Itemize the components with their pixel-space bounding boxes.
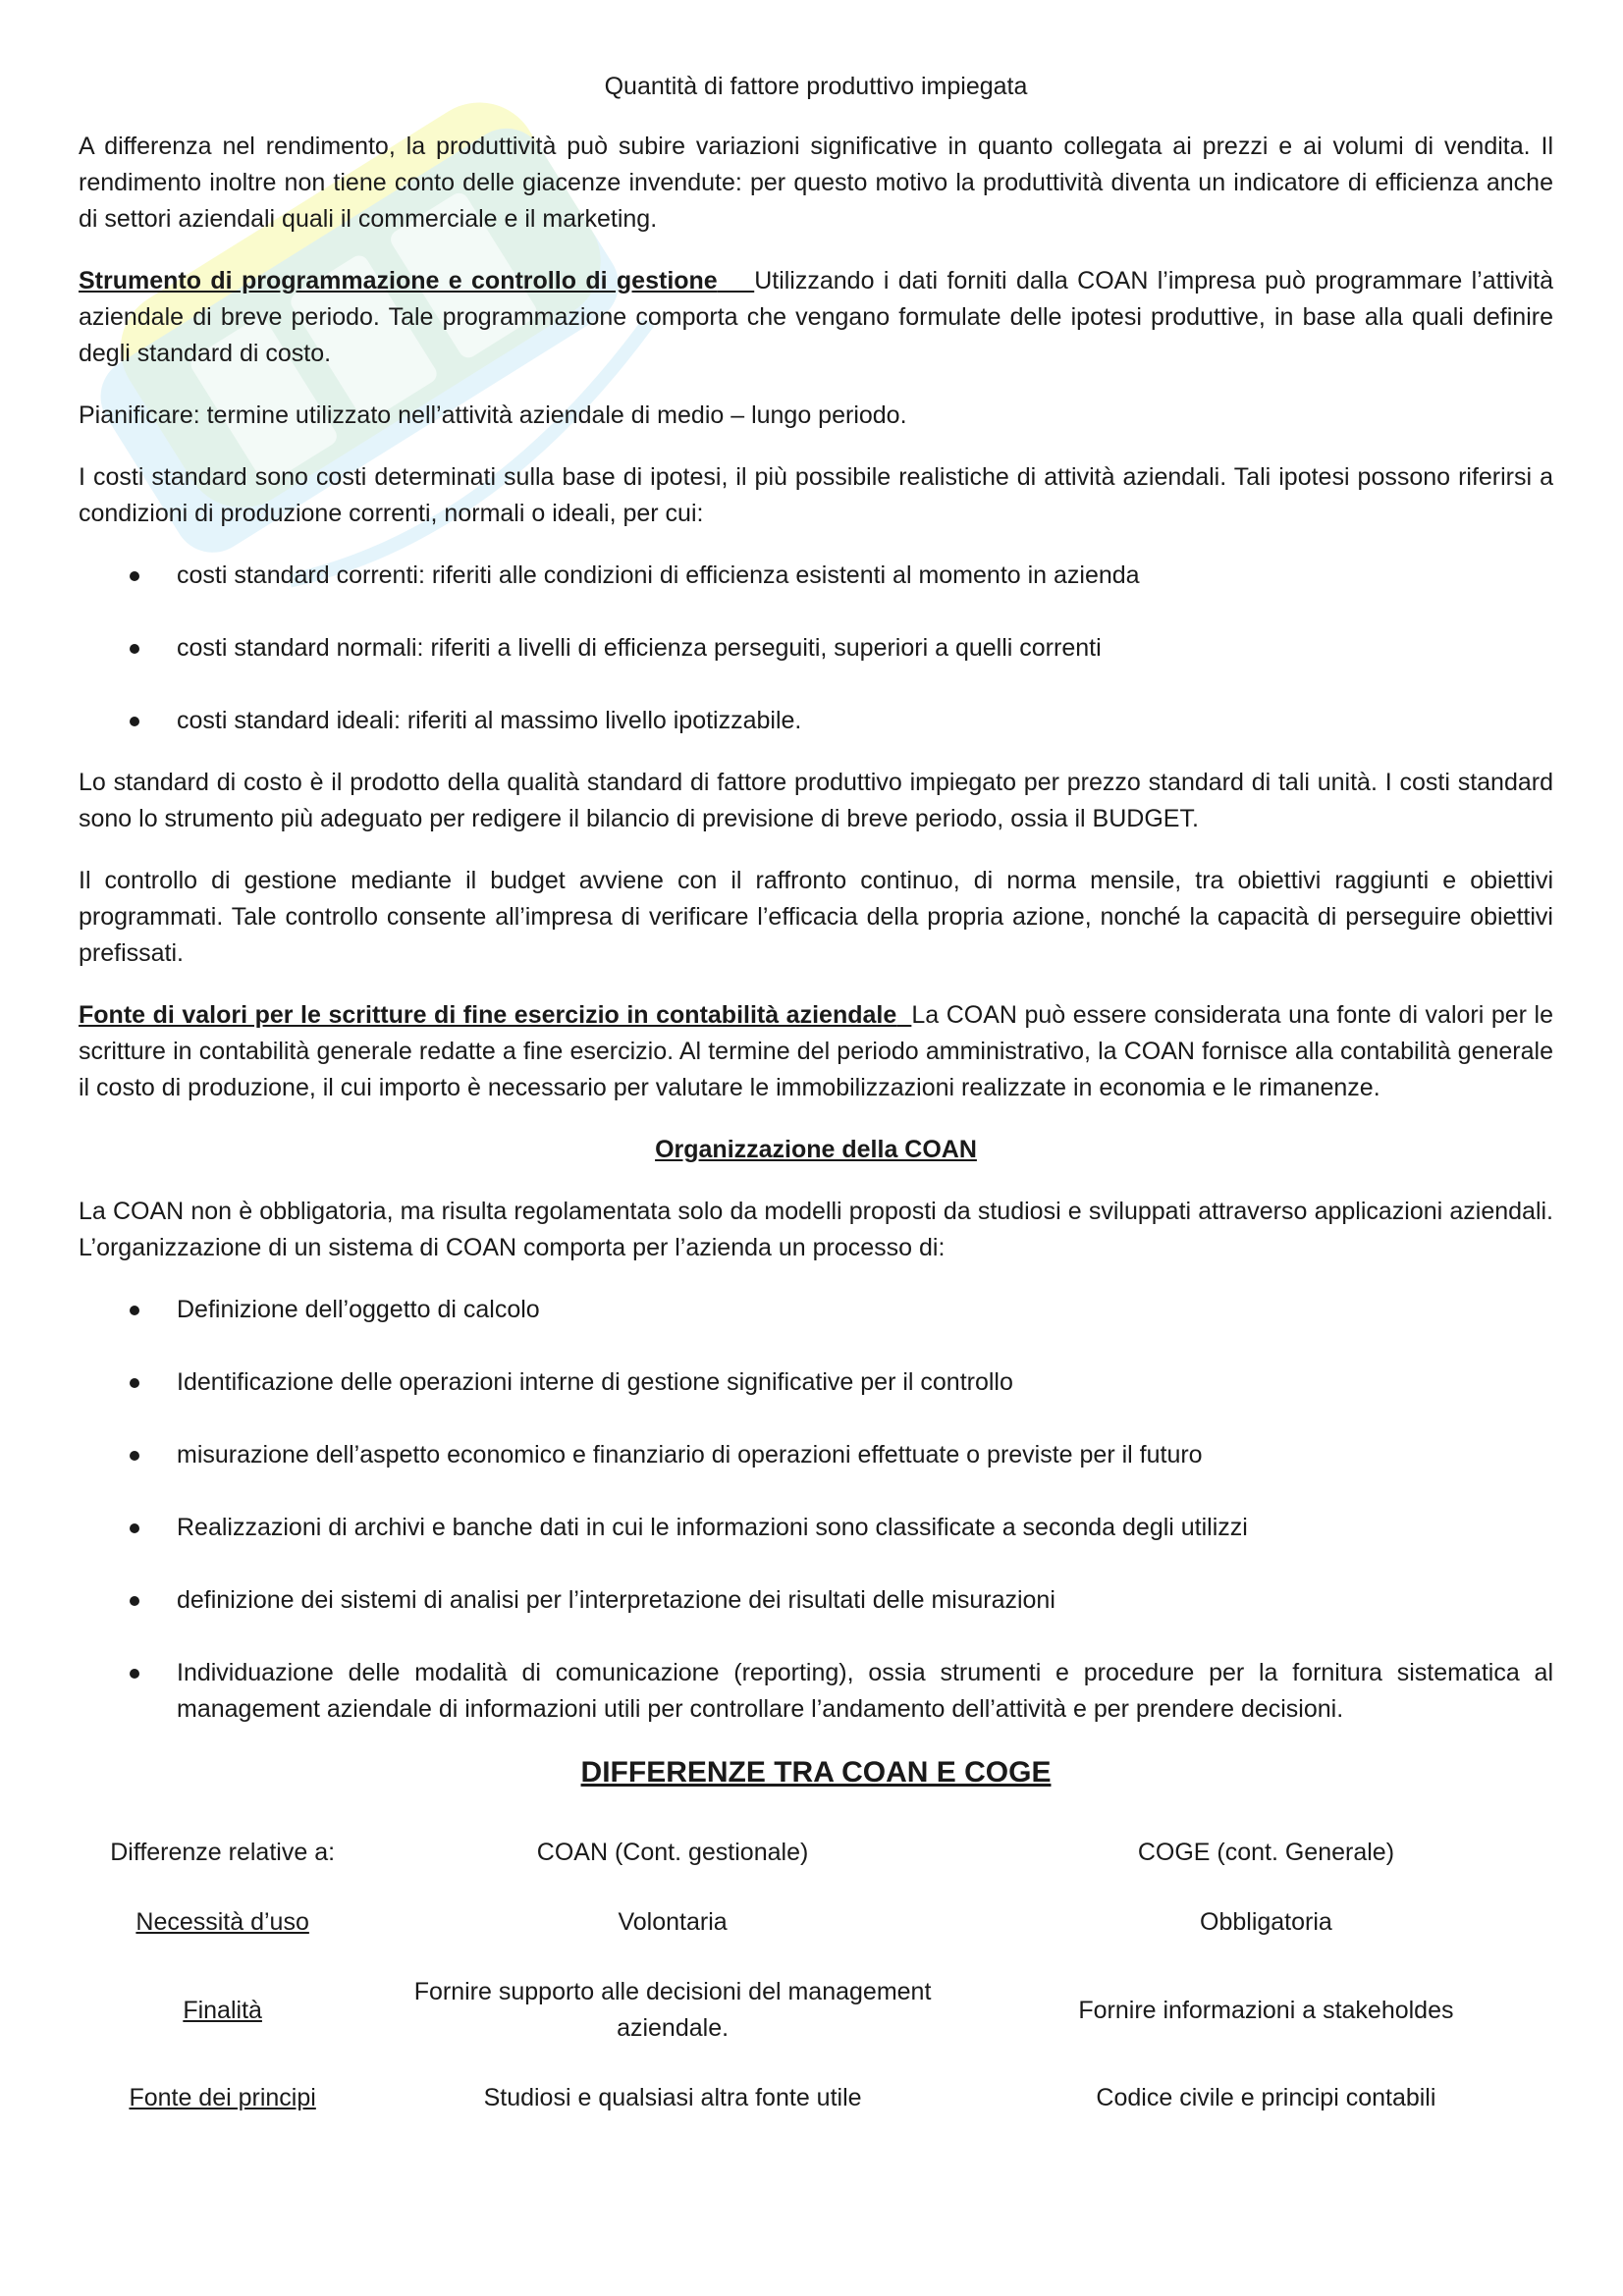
list-item: costi standard correnti: riferiti alle condizioni di efficienza esistenti al momento in azienda (79, 558, 1553, 594)
paragraph-standard-costo: Lo standard di costo è il prodotto della qualità standard di fattore produttivo impiegato per prezzo standard di tali unità. I costi standard sono lo strumento più adeguato per redigere il bilancio di previsione di breve periodo, ossia il BUDGET. (79, 769, 1553, 832)
row-label: Necessità d’uso (135, 1908, 309, 1936)
table-header-cell: COGE (cont. Generale) (1137, 1839, 1395, 1866)
paragraph-rendimento: A differenza nel rendimento, la produttività può subire variazioni significative in quanto collegata ai prezzi e ai volumi di vendita. Il rendimento inoltre non tiene conto delle giacenze invendute: per questo motivo la produttività diventa un indicatore di efficienza anche di settori aziendali quali il commerciale e il marketing. (79, 133, 1553, 233)
fonte-heading: Fonte di valori per le scritture di fine esercizio in contabilità aziendale (79, 1001, 897, 1029)
table-row (79, 1888, 1553, 1957)
bullet-icon (130, 1596, 139, 1606)
row-label: Fonte dei principi (129, 2084, 316, 2111)
paragraph-organizzazione: La COAN non è obbligatoria, ma risulta regolamentata solo da modelli proposti da studiosi e sviluppati attraverso applicazioni aziendali. L’organizzazione di un sistema di COAN comporta per l’azienda un processo di: (79, 1198, 1553, 1261)
paragraph-strumento (79, 263, 1553, 372)
row-label: Finalità (183, 1996, 262, 2024)
bullet-icon (130, 571, 139, 581)
table-row (79, 2063, 1553, 2133)
list-item: costi standard ideali: riferiti al massimo livello ipotizzabile. (79, 703, 1553, 739)
table-header-cell: COAN (Cont. gestionale) (536, 1839, 809, 1866)
table-header-row (79, 1818, 1553, 1888)
differenze-table (79, 1818, 1553, 2133)
bullet-icon (130, 717, 139, 726)
bullet-icon (130, 1306, 139, 1315)
paragraph-costi-standard: I costi standard sono costi determinati sulla base di ipotesi, il più possibile realistiche di attività aziendali. Tali ipotesi possono riferirsi a condizioni di produzione correnti, normali o ideali, per cui: (79, 463, 1553, 527)
list-item: Realizzazioni di archivi e banche dati in cui le informazioni sono classificate a seconda degli utilizzi (79, 1510, 1553, 1546)
table-row (79, 1957, 1553, 2063)
document-page (79, 69, 1553, 2133)
paragraph-controllo: Il controllo di gestione mediante il budget avviene con il raffronto continuo, di norma mensile, tra obiettivi raggiunti e obiettivi programmati. Tale controllo consente all’impresa di verificare l’efficacia della propria azione, nonché la capacità di perseguire obiettivi prefissati. (79, 867, 1553, 967)
table-cell: Volontaria (618, 1908, 728, 1936)
list-item: Identificazione delle operazioni interne di gestione significative per il controllo (79, 1364, 1553, 1401)
bullet-icon (130, 1451, 139, 1461)
table-cell: Obbligatoria (1200, 1908, 1332, 1936)
list-item: definizione dei sistemi di analisi per l’interpretazione dei risultati delle misurazioni (79, 1582, 1553, 1619)
table-cell: Codice civile e principi contabili (1096, 2084, 1436, 2111)
paragraph-fonte (79, 997, 1553, 1106)
bullet-icon (130, 1669, 139, 1679)
organizzazione-title: Organizzazione della COAN (655, 1136, 977, 1163)
table-cell: Fornire informazioni a stakeholdes (1078, 1996, 1454, 2024)
bullet-icon (130, 644, 139, 654)
strumento-text: Utilizzando i dati forniti dalla COAN l’impresa può programmare l’attività aziendale di breve periodo. Tale programmazione comporta che vengano formulate delle ipotesi produttive, in base alla quali definire degli standard di costo. (79, 267, 1553, 367)
list-item: Definizione dell’oggetto di calcolo (79, 1292, 1553, 1328)
bullet-icon (130, 1523, 139, 1533)
list-item: costi standard normali: riferiti a livelli di efficienza perseguiti, superiori a quelli correnti (79, 630, 1553, 667)
bullet-icon (130, 1378, 139, 1388)
header-line: Quantità di fattore produttivo impiegata (604, 73, 1028, 100)
differenze-title: DIFFERENZE TRA COAN E COGE (580, 1756, 1052, 1789)
list-item: Individuazione delle modalità di comunicazione (reporting), ossia strumenti e procedure per la fornitura sistematica al management aziendale di informazioni utili per controllare l’andamento dell’attività e per prendere decisioni. (79, 1655, 1553, 1728)
paragraph-pianificare: Pianificare: termine utilizzato nell’attività aziendale di medio – lungo periodo. (79, 401, 907, 429)
table-cell: Studiosi e qualsiasi altra fonte utile (483, 2084, 862, 2111)
organizzazione-list (79, 1292, 1553, 1728)
table-cell: Fornire supporto alle decisioni del management aziendale. (413, 1978, 932, 2042)
list-item: misurazione dell’aspetto economico e finanziario di operazioni effettuate o previste per il futuro (79, 1437, 1553, 1473)
costi-standard-list (79, 558, 1553, 739)
strumento-heading: Strumento di programmazione e controllo di gestione (79, 267, 718, 294)
fonte-text: La COAN può essere considerata una fonte di valori per le scritture in contabilità generale redatte a fine esercizio. Al termine del periodo amministrativo, la COAN fornisce alla contabilità generale il costo di produzione, il cui importo è necessario per valutare le immobilizzazioni realizzate in economia e le rimanenze. (79, 1001, 1553, 1101)
table-header-cell: Differenze relative a: (110, 1839, 336, 1866)
